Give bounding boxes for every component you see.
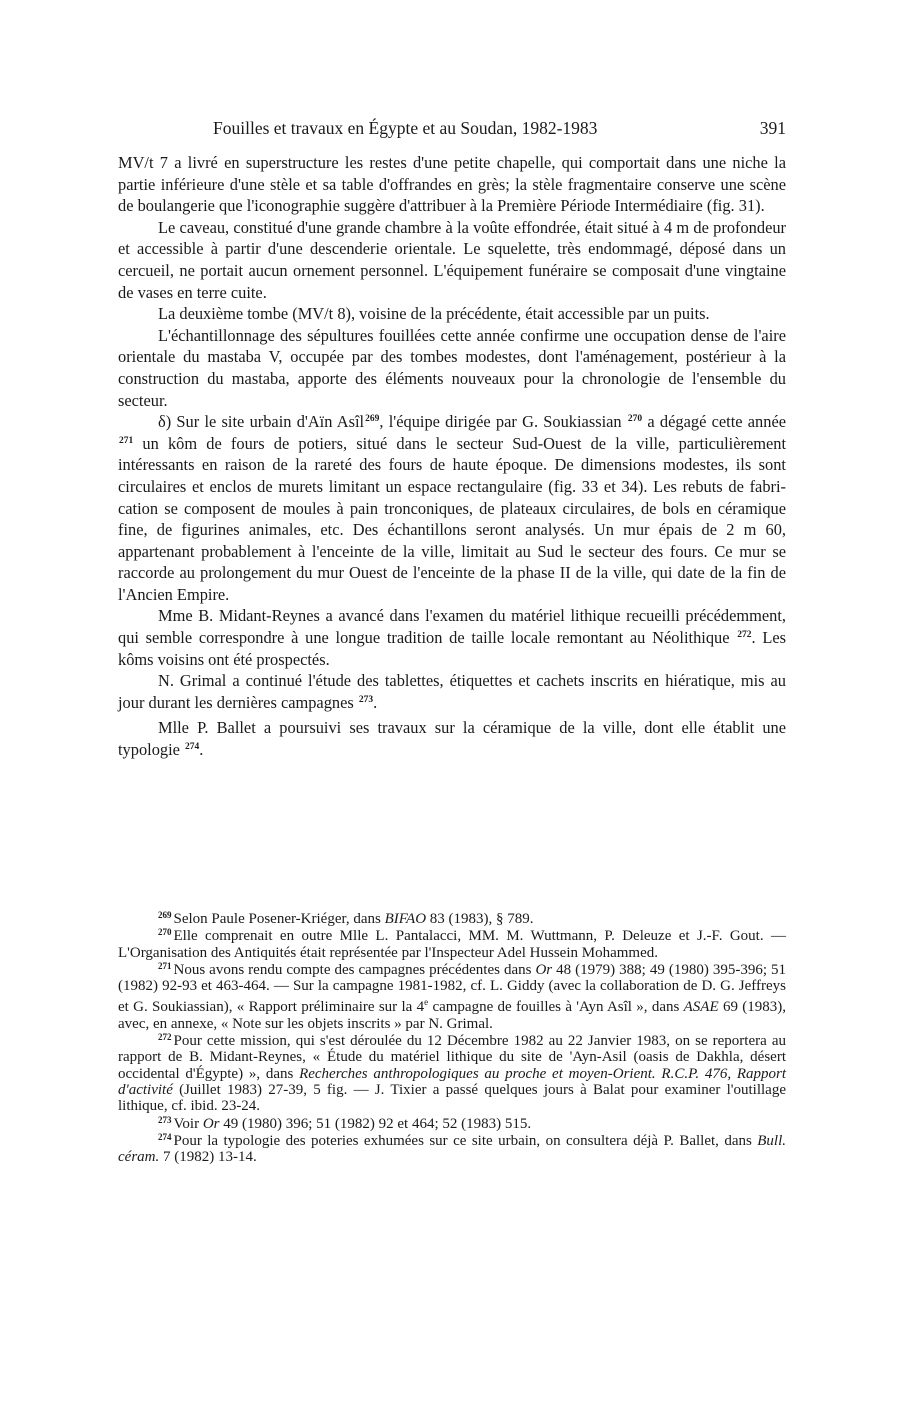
footnote-ref-270[interactable]: 270 — [627, 414, 643, 425]
paragraph-4: L'échantillonnage des sépultures fouillées cette année confirme une occupation dense de l'aire orientale du mastaba V, occupée par des tombes modestes, dont l'aménagement, postérieur à la construction du mastaba, apporte des éléments nouveaux pour la chronologie de l'ensemble du secteur. — [118, 325, 786, 410]
footnote-text: Selon Paule Posener-Kriéger, dans — [173, 911, 385, 927]
footnote-journal-title: ASAE — [683, 999, 719, 1016]
paragraph-5-text-a: δ) Sur le site urbain d'Aïn Asîl — [158, 412, 365, 432]
body-text — [118, 152, 786, 761]
footnote-ref-271[interactable]: 271 — [119, 435, 134, 446]
footnotes — [118, 911, 786, 1166]
footnote-text: 49 (1980) 396; 51 (1982) 92 et 464; 52 (1983) 515. — [219, 1115, 532, 1132]
paragraph-6-text-a: Mme B. Midant-Reynes a avancé dans l'examen du matériel lithique recueilli précédemment, qui semble correspondre à une longue tradition de taille locale remontant au Néolithique — [118, 606, 786, 648]
paragraph-8 — [118, 717, 786, 760]
footnote-text: (Juillet 1983) 27-39, 5 fig. — J. Tixier a passé quelques jours à Balat pour examiner l'outillage lithique, cf. ibid. 23-24. — [118, 1081, 786, 1115]
paragraph-7-text-b: . — [373, 692, 378, 712]
footnote-text: Pour cette mission, qui s'est déroulée du 12 Décembre 1982 au 22 Janvier 1983, on se reportera au rapport de B. Midant-Reynes, « Étude du matériel lithique du site de 'Ayn-Asil (oasis de Dakhla, désert occidental d'Égypte) », dans — [118, 1033, 786, 1082]
paragraph-8-text-a: Mlle P. Ballet a poursuivi ses travaux sur la céramique de la ville, dont elle établit une typologie — [118, 718, 786, 760]
footnote-text: 7 (1982) 13-14. — [159, 1149, 257, 1166]
paragraph-6 — [118, 605, 786, 670]
footnote-274 — [118, 1133, 786, 1166]
footnote-superscript: e — [424, 997, 429, 1008]
footnote-text: campagne de fouilles à 'Ayn Asîl », dans — [428, 999, 684, 1016]
footnote-journal-title: Or — [535, 961, 553, 978]
footnote-272 — [118, 1033, 786, 1114]
paragraph-5-text-b: , l'équipe dirigée par G. Soukiassian — [379, 412, 622, 432]
footnote-text: Pour la typologie des poteries exhumées sur ce site urbain, on consultera déjà P. Ballet, dans — [173, 1132, 758, 1149]
paragraph-2: Le caveau, constitué d'une grande chambre à la voûte effondrée, était situé à 4 m de profondeur et accessible à partir d'une descenderie orientale. Le squelette, très endommagé, déposé dans un cercueil, ne portait aucun ornement personnel. L'équipement funéraire se composait d'une vingtaine de vases en terre cuite. — [118, 217, 786, 302]
footnote-ref-269[interactable]: 269 — [365, 414, 380, 425]
footnote-text: Voir — [173, 1115, 203, 1132]
footnote-journal-title: BIFAO — [384, 911, 427, 927]
page-number: 391 — [759, 118, 786, 138]
footnote-journal-title: Or — [202, 1115, 220, 1132]
paragraph-8-text-b: . — [199, 740, 204, 760]
footnote-269 — [118, 911, 786, 927]
paragraph-3: La deuxième tombe (MV/t 8), voisine de la précédente, était accessible par un puits. — [158, 304, 710, 324]
footnote-text: Elle comprenait en outre Mlle L. Pantalacci, MM. M. Wuttmann, P. Deleuze et J.-F. Gout. — L'Organisation des Antiquités était représentée par l'Inspecteur Adel Hussein Mohammed. — [118, 928, 786, 961]
footnote-number: 269 — [158, 910, 172, 920]
footnote-ref-272[interactable]: 272 — [737, 630, 752, 641]
paragraph-6-text-b: . Les kôms voisins ont été prospectés. — [118, 628, 786, 669]
footnote-number: 272 — [158, 1032, 172, 1043]
footnote-ref-273[interactable]: 273 — [358, 694, 374, 705]
footnote-273 — [118, 1116, 786, 1132]
footnote-text: 48 (1979) 388; 49 (1980) 395-396; 51 (1982) 92-93 et 463-464. — Sur la campagne 1981-1982, cf. L. Giddy (avec la collaboration de D. G. Jeffreys et G. Soukiassian), « Rapport préliminaire sur la 4 — [118, 961, 786, 1016]
footnote-number: 270 — [158, 927, 172, 938]
footnote-number: 271 — [158, 960, 172, 971]
footnote-journal-title: Recherches anthropologiques au proche et moyen-Orient. R.C.P. 476, Rapport d'activité — [118, 1065, 786, 1098]
footnote-number: 274 — [158, 1131, 172, 1142]
footnote-271 — [118, 962, 786, 1032]
footnote-number: 273 — [158, 1114, 172, 1125]
footnote-text: 69 (1983), avec, en annexe, « Note sur les objets inscrits » par N. Grimal. — [118, 999, 787, 1032]
running-title: Fouilles et travaux en Égypte et au Soudan, 1982-1983 — [213, 118, 598, 138]
footnote-text: 83 (1983), § 789. — [426, 911, 534, 927]
paragraph-5-text-d: un kôm de fours de potiers, situé dans le secteur Sud-Ouest de la ville, particulièrement intéressants en raison de la rareté des fours de haute époque. De dimensions modestes, ils sont circulaires et enclos de murets limitant un espace rectangulaire (fig. 33 et 34). Les rebuts de fabrication se composent de moules à pain tronconiques, de plateaux circulaires, de bols en céramique fine, de figurines animales, etc. Des échantillons seront analysés. Un mur épais de 2 m 60, appartenant probablement à l'enceinte de la ville, limitait au Sud le secteur des fours. Ce mur se raccorde au prolongement du mur Ouest de l'enceinte de la phase II de la ville, qui date de la fin de l'Ancien Empire. — [118, 433, 786, 604]
running-header — [118, 116, 786, 140]
paragraph-5 — [118, 411, 786, 605]
footnote-journal-title: Bull. céram. — [118, 1132, 786, 1166]
paragraph-7-text-a: N. Grimal a continué l'étude des tablettes, étiquettes et cachets inscrits en hiératique, mis au jour durant les dernières campagnes — [118, 671, 786, 712]
paragraph-1: MV/t 7 a livré en superstructure les restes d'une petite chapelle, qui comportait dans une niche la partie inférieure d'une stèle et sa table d'offrandes en grès; la stèle fragmentaire conserve une scène de boulangerie que l'iconographie suggère d'attribuer à la Première Période Intermédiaire (fig. 31). — [118, 153, 786, 216]
paragraph-7 — [118, 670, 786, 713]
footnote-text: Nous avons rendu compte des campagnes précédentes dans — [173, 961, 536, 978]
footnote-270 — [118, 928, 786, 961]
paragraph-5-text-c: a dégagé cette année — [642, 412, 786, 432]
footnote-ref-274[interactable]: 274 — [185, 742, 200, 753]
